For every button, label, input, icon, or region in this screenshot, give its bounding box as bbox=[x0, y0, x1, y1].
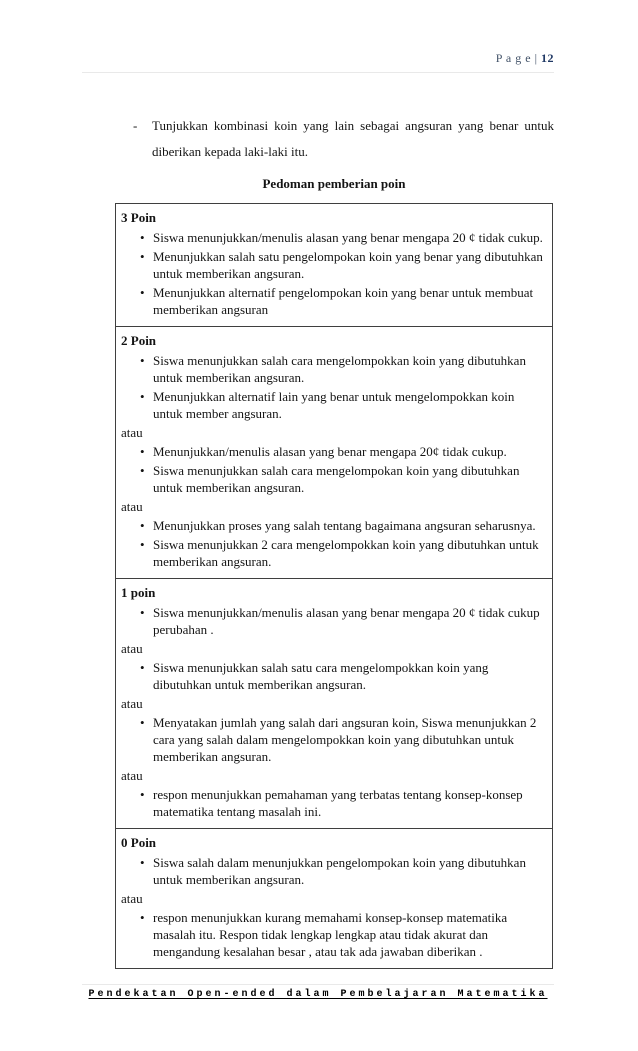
table-title: Pedoman pemberian poin bbox=[262, 176, 406, 191]
score-label: 2 Poin bbox=[121, 333, 157, 348]
bullet-icon: • bbox=[140, 605, 145, 620]
header-divider bbox=[82, 72, 554, 73]
page-label: P a g e | bbox=[495, 51, 538, 65]
atau-connector bbox=[121, 695, 545, 712]
rubric-item-text: Menunjukkan/menulis alasan yang benar mengapa 20¢ tidak cukup. bbox=[153, 444, 507, 459]
rubric-bullet-item bbox=[121, 284, 545, 318]
atau-text: atau bbox=[121, 696, 143, 711]
rubric-item-text: Menunjukkan alternatif lain yang benar untuk mengelompokkan koin untuk member angsuran. bbox=[153, 389, 515, 421]
rubric-item-text: Siswa salah dalam menunjukkan pengelompokan koin yang dibutuhkan untuk memberikan angsuran. bbox=[153, 855, 526, 887]
rubric-bullet-item bbox=[121, 854, 545, 888]
rubric-item-text: respon menunjukkan pemahaman yang terbatas tentang konsep-konsep matematika tentang masalah ini. bbox=[153, 787, 523, 819]
bullet-icon: • bbox=[140, 518, 145, 533]
rubric-item-text: respon menunjukkan kurang memahami konsep-konsep matematika masalah itu. Respon tidak lengkap lengkap atau tidak akurat dan mengandung kesalahan besar , atau tak ada jawaban diberikan . bbox=[153, 910, 508, 959]
bullet-icon: • bbox=[140, 389, 145, 404]
atau-connector bbox=[121, 424, 545, 441]
rubric-item-text: Siswa menunjukkan/menulis alasan yang benar mengapa 20 ¢ tidak cukup perubahan . bbox=[153, 605, 540, 637]
rubric-item-text: Siswa menunjukkan/menulis alasan yang benar mengapa 20 ¢ tidak cukup. bbox=[153, 230, 543, 245]
rubric-item-text: Siswa menunjukkan 2 cara mengelompokkan koin yang dibutuhkan untuk memberikan angsuran. bbox=[153, 537, 539, 569]
rubric-item-text: Menunjukkan proses yang salah tentang bagaimana angsuran seharusnya. bbox=[153, 518, 536, 533]
intro-text: Tunjukkan kombinasi koin yang lain sebagai angsuran yang benar untuk diberikan kepada laki-laki itu. bbox=[152, 118, 554, 159]
bullet-icon: • bbox=[140, 285, 145, 300]
rubric-bullet-item bbox=[121, 536, 545, 570]
rubric-bullet-item bbox=[121, 462, 545, 496]
bullet-icon: • bbox=[140, 910, 145, 925]
atau-connector bbox=[121, 890, 545, 907]
footer-title: Pendekatan Open-ended dalam Pembelajaran Matematika bbox=[88, 989, 548, 1000]
rubric-bullet-item bbox=[121, 714, 545, 765]
dash-marker: - bbox=[133, 118, 138, 133]
rubric-bullet-item bbox=[121, 786, 545, 820]
bullet-icon: • bbox=[140, 855, 145, 870]
bullet-icon: • bbox=[140, 787, 145, 802]
rubric-bullet-item bbox=[121, 352, 545, 386]
page-number: 12 bbox=[541, 51, 554, 65]
rubric-item-text: Menunjukkan salah satu pengelompokan koin yang benar yang dibutuhkan untuk memberikan angsuran. bbox=[153, 249, 543, 281]
rubric-row-2-poin bbox=[116, 326, 552, 578]
bullet-icon: • bbox=[140, 249, 145, 264]
atau-text: atau bbox=[121, 499, 143, 514]
atau-connector bbox=[121, 767, 545, 784]
rubric-bullet-item bbox=[121, 229, 545, 246]
rubric-item-text: Menunjukkan alternatif pengelompokan koin yang benar untuk membuat memberikan angsuran bbox=[153, 285, 534, 317]
atau-connector bbox=[121, 498, 545, 515]
atau-connector bbox=[121, 640, 545, 657]
rubric-bullet-item bbox=[121, 248, 545, 282]
rubric-item-text: Siswa menunjukkan salah cara mengelompokan koin yang dibutuhkan untuk memberikan angsuran. bbox=[153, 463, 520, 495]
bullet-icon: • bbox=[140, 444, 145, 459]
footer-divider bbox=[82, 984, 554, 985]
bullet-icon: • bbox=[140, 537, 145, 552]
rubric-bullet-item bbox=[121, 909, 545, 960]
bullet-icon: • bbox=[140, 715, 145, 730]
rubric-bullet-item bbox=[121, 517, 545, 534]
rubric-bullet-item bbox=[121, 388, 545, 422]
rubric-item-text: Siswa menunjukkan salah cara mengelompokkan koin yang dibutuhkan untuk memberikan angsuran. bbox=[153, 353, 526, 385]
rubric-bullet-item bbox=[121, 604, 545, 638]
atau-text: atau bbox=[121, 641, 143, 656]
bullet-icon: • bbox=[140, 463, 145, 478]
rubric-bullet-item bbox=[121, 443, 545, 460]
rubric-row-1-poin bbox=[116, 578, 552, 828]
rubric-row-0-poin bbox=[116, 828, 552, 968]
rubric-row-3-poin bbox=[116, 204, 552, 326]
atau-text: atau bbox=[121, 425, 143, 440]
bullet-icon: • bbox=[140, 660, 145, 675]
rubric-bullet-item bbox=[121, 659, 545, 693]
atau-text: atau bbox=[121, 891, 143, 906]
intro-list-item bbox=[133, 113, 554, 165]
score-label: 3 Poin bbox=[121, 210, 157, 225]
score-label: 0 Poin bbox=[121, 835, 157, 850]
rubric-item-text: Siswa menunjukkan salah satu cara mengelompokkan koin yang dibutuhkan untuk memberikan angsuran. bbox=[153, 660, 489, 692]
score-label: 1 poin bbox=[121, 585, 156, 600]
rubric-item-text: Menyatakan jumlah yang salah dari angsuran koin, Siswa menunjukkan 2 cara yang salah dalam mengelompokkan koin yang dibutuhkan untuk memberikan angsuran. bbox=[153, 715, 537, 764]
page-header bbox=[82, 51, 554, 66]
rubric-table bbox=[115, 203, 553, 969]
bullet-icon: • bbox=[140, 230, 145, 245]
atau-text: atau bbox=[121, 768, 143, 783]
bullet-icon: • bbox=[140, 353, 145, 368]
